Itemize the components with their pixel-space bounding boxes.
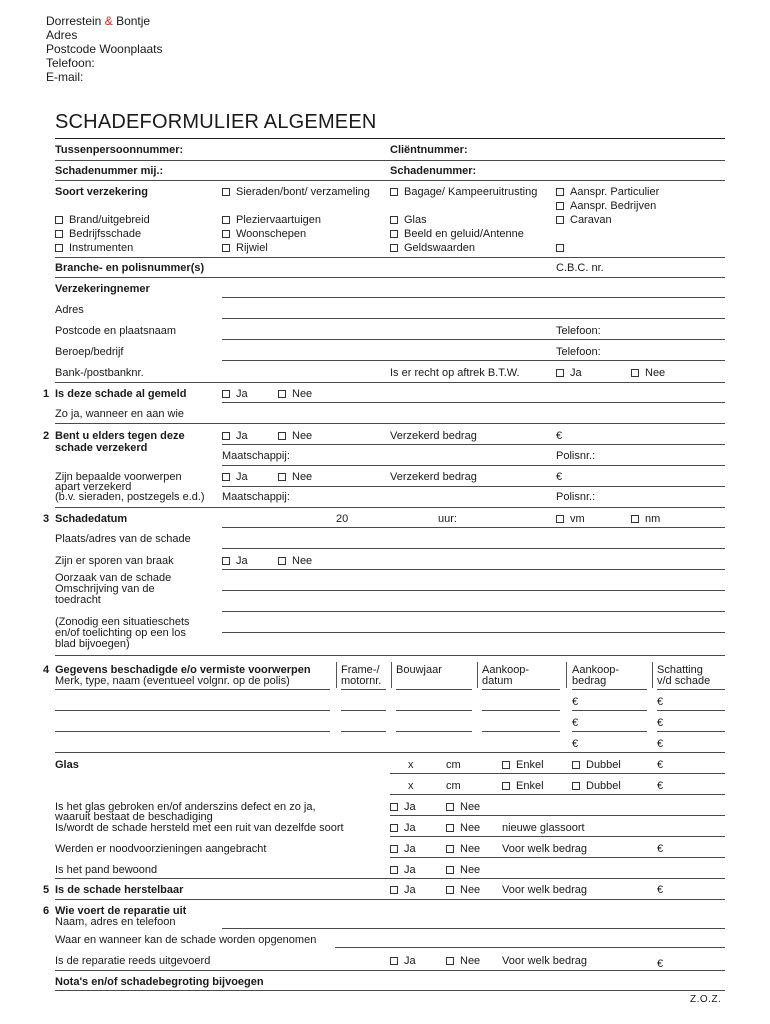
euro-sign: €: [657, 738, 664, 750]
checkbox-rijwiel[interactable]: Rijwiel: [222, 242, 268, 254]
rule: [396, 710, 472, 711]
column-divider: [566, 662, 567, 688]
rule: [390, 773, 725, 774]
label-braak: Zijn er sporen van braak: [55, 555, 174, 567]
rule: [55, 878, 725, 879]
label-btw: Is er recht op aftrek B.T.W.: [390, 367, 520, 379]
checkbox-q2-nee[interactable]: Nee: [278, 430, 312, 442]
checkbox-q6-ja[interactable]: Ja: [390, 955, 416, 967]
rule: [222, 611, 725, 612]
label-q4b: Merk, type, naam (eventueel volgnr. op de polis): [55, 675, 290, 687]
column-divider: [477, 662, 478, 688]
label-client: Cliëntnummer:: [390, 144, 468, 156]
label-schets-2: en/of toelichting op een los: [55, 627, 186, 639]
col-frame-1: Frame-/: [341, 664, 380, 676]
label-q3: Schadedatum: [55, 513, 128, 525]
checkbox-aanspr-bedrijven[interactable]: Aanspr. Bedrijven: [556, 200, 656, 212]
label-glas-q2: Is/wordt de schade hersteld met een ruit van dezelfde soort: [55, 822, 344, 834]
label-voor-welk-bedrag-3: Voor welk bedrag: [502, 955, 587, 967]
checkbox-glas[interactable]: Glas: [390, 214, 427, 226]
label-q2b-2: apart verzekerd: [55, 481, 132, 493]
checkbox-caravan[interactable]: Caravan: [556, 214, 612, 226]
rule: [55, 382, 725, 383]
label-telefoon-2: Telefoon:: [556, 346, 601, 358]
checkbox-glas4-nee[interactable]: Nee: [446, 864, 480, 876]
rule: [55, 970, 725, 971]
label-q2: Bent u elders tegen deze schade verzekerd: [55, 430, 185, 454]
col-aankoopdatum-2: datum: [482, 675, 513, 687]
col-aankoopbedrag-1: Aankoop-: [572, 664, 620, 676]
rule: [657, 731, 725, 732]
col-schatting-2: v/d schade: [657, 675, 711, 687]
label-x-2: x: [408, 780, 414, 792]
col-schatting-1: Schatting: [657, 664, 703, 676]
rule: [390, 857, 725, 858]
euro-sign: €: [657, 958, 664, 970]
label-polisnr: Polisnr.:: [556, 450, 596, 462]
label-branche: Branche- en polisnummer(s): [55, 262, 205, 274]
label-cm: cm: [446, 759, 461, 771]
col-aankoopdatum-1: Aankoop-: [482, 664, 530, 676]
euro-sign: €: [657, 696, 664, 708]
checkbox-beeld-geluid[interactable]: Beeld en geluid/Antenne: [390, 228, 524, 240]
rule: [572, 689, 647, 690]
col-frame-2: motornr.: [341, 675, 382, 687]
label-q6: Wie voert de reparatie uit: [55, 905, 187, 917]
rule: [482, 689, 560, 690]
checkbox-brand[interactable]: Brand/uitgebreid: [55, 214, 150, 226]
euro-sign: €: [572, 738, 579, 750]
rule: [222, 444, 725, 445]
label-q1: Is deze schade al gemeld: [55, 388, 187, 400]
section-number: 5: [43, 884, 50, 896]
section-number: 2: [43, 430, 50, 442]
rule: [657, 710, 725, 711]
euro-sign: €: [556, 430, 563, 442]
label-cbc: C.B.C. nr.: [556, 262, 604, 274]
checkbox-dubbel-2[interactable]: Dubbel: [572, 780, 621, 792]
checkbox-q2-ja[interactable]: Ja: [222, 430, 248, 442]
euro-sign: €: [572, 696, 579, 708]
checkbox-glas2-ja[interactable]: Ja: [390, 822, 416, 834]
rule: [390, 836, 725, 837]
section-number: 4: [43, 664, 50, 676]
column-divider: [652, 662, 653, 688]
rule: [222, 527, 725, 528]
rule: [222, 465, 725, 466]
rule: [55, 655, 725, 656]
rule: [222, 590, 725, 591]
rule: [482, 710, 560, 711]
rule: [341, 731, 386, 732]
label-polisnr-2: Polisnr.:: [556, 491, 596, 503]
label-q6b: Naam, adres en telefoon: [55, 916, 176, 928]
field-beroep[interactable]: [222, 360, 725, 361]
label-q5: Is de schade herstelbaar: [55, 884, 184, 896]
rule: [396, 689, 472, 690]
company-phone: Telefoon:: [46, 56, 95, 70]
rule: [482, 731, 560, 732]
checkbox-glas3-nee[interactable]: Nee: [446, 843, 480, 855]
label-nieuwe-glassoort: nieuwe glassoort: [502, 822, 585, 834]
label-beroep: Beroep/bedrijf: [55, 346, 124, 358]
label-cm-2: cm: [446, 780, 461, 792]
label-oorzaak-1: Oorzaak van de schade: [55, 572, 172, 584]
rule: [222, 928, 725, 929]
rule: [222, 632, 725, 633]
label-x: x: [408, 759, 414, 771]
col-bouwjaar: Bouwjaar: [396, 664, 442, 676]
label-oorzaak-3: toedracht: [55, 594, 101, 606]
label-uur: uur:: [438, 513, 457, 525]
label-verzekeringnemer: Verzekeringnemer: [55, 283, 150, 295]
label-voor-welk-bedrag: Voor welk bedrag: [502, 843, 587, 855]
column-divider: [336, 662, 337, 688]
column-divider: [391, 662, 392, 688]
field-adres[interactable]: [222, 318, 725, 319]
rule: [341, 689, 386, 690]
rule: [55, 731, 330, 732]
label-glas-q3: Werden er noodvoorzieningen aangebracht: [55, 843, 267, 855]
euro-sign: €: [572, 717, 579, 729]
label-adres: Adres: [55, 304, 84, 316]
checkbox-vm[interactable]: vm: [556, 513, 585, 525]
euro-sign: €: [657, 843, 664, 855]
label-soort: Soort verzekering: [55, 186, 148, 198]
section-number: 6: [43, 905, 50, 917]
checkbox-glas1-nee[interactable]: Nee: [446, 801, 480, 813]
checkbox-enkel[interactable]: Enkel: [502, 759, 544, 771]
checkbox-glas2-nee[interactable]: Nee: [446, 822, 480, 834]
rule: [222, 402, 725, 403]
label-q2b-3: (b.v. sieraden, postzegels e.d.): [55, 491, 205, 503]
label-20: 20: [336, 513, 349, 525]
checkbox-q1-nee[interactable]: Nee: [278, 388, 312, 400]
rule: [55, 277, 725, 278]
company-postcode: Postcode Woonplaats: [46, 42, 163, 56]
label-postcode: Postcode en plaatsnaam: [55, 325, 177, 337]
checkbox-q2b-nee[interactable]: Nee: [278, 471, 312, 483]
company-email: E-mail:: [46, 70, 84, 84]
checkbox-bagage[interactable]: Bagage/ Kampeeruitrusting: [390, 186, 537, 198]
euro-sign: €: [657, 759, 664, 771]
rule: [55, 257, 725, 258]
checkbox-braak-ja[interactable]: Ja: [222, 555, 248, 567]
label-glas-q1b: waaruit bestaat de beschadiging: [55, 811, 213, 823]
rule: [341, 710, 386, 711]
checkbox-enkel-2[interactable]: Enkel: [502, 780, 544, 792]
label-glas-q1a: Is het glas gebroken en/of anderszins defect en zo ja,: [55, 801, 316, 813]
label-glas: Glas: [55, 759, 79, 771]
rule: [55, 180, 725, 181]
checkbox-pleziervaartuigen[interactable]: Pleziervaartuigen: [222, 214, 321, 226]
rule: [572, 710, 647, 711]
label-schadenummer-mij: Schadenummer mij.:: [55, 165, 164, 177]
label-maatschappij: Maatschappij:: [222, 450, 290, 462]
checkbox-btw-ja[interactable]: Ja: [556, 367, 582, 379]
checkbox-geldswaarden[interactable]: Geldswaarden: [390, 242, 475, 254]
company-address: Adres: [46, 28, 78, 42]
checkbox-q5-ja[interactable]: Ja: [390, 884, 416, 896]
checkbox-q6-nee[interactable]: Nee: [446, 955, 480, 967]
rule: [55, 990, 725, 991]
title-rule: [55, 138, 725, 139]
checkbox-glas3-ja[interactable]: Ja: [390, 843, 416, 855]
label-plaats: Plaats/adres van de schade: [55, 533, 191, 545]
checkbox-woonschepen[interactable]: Woonschepen: [222, 228, 306, 240]
col-aankoopbedrag-2: bedrag: [572, 675, 607, 687]
euro-sign: €: [657, 884, 664, 896]
rule: [55, 160, 725, 161]
checkbox-other[interactable]: [556, 242, 570, 254]
rule: [396, 731, 472, 732]
label-oorzaak-2: Omschrijving van de: [55, 583, 155, 595]
checkbox-q5-nee[interactable]: Nee: [446, 884, 480, 896]
rule: [222, 569, 725, 570]
checkbox-instrumenten[interactable]: Instrumenten: [55, 242, 133, 254]
rule: [222, 548, 725, 549]
label-glas-q4: Is het pand bewoond: [55, 864, 158, 876]
label-verzekerd-bedrag-2: Verzekerd bedrag: [390, 471, 477, 483]
rule: [222, 486, 725, 487]
label-schets-3: blad bijvoegen): [55, 638, 130, 650]
label-tussenpersoon: Tussenpersoonnummer:: [55, 144, 184, 156]
label-voor-welk-bedrag-2: Voor welk bedrag: [502, 884, 587, 896]
field-postcode[interactable]: [222, 339, 725, 340]
label-telefoon: Telefoon:: [556, 325, 601, 337]
checkbox-btw-nee[interactable]: Nee: [631, 367, 665, 379]
rule: [55, 689, 330, 690]
checkbox-glas1-ja[interactable]: Ja: [390, 801, 416, 813]
checkbox-nm[interactable]: nm: [631, 513, 660, 525]
checkbox-aanspr-particulier[interactable]: Aanspr. Particulier: [556, 186, 659, 198]
label-q2b-1: Zijn bepaalde voorwerpen: [55, 471, 182, 483]
euro-sign: €: [556, 471, 563, 483]
rule: [55, 752, 725, 753]
euro-sign: €: [657, 780, 664, 792]
rule: [55, 423, 725, 424]
zoz-label: Z.O.Z.: [690, 994, 722, 1005]
label-q6d: Is de reparatie reeds uitgevoerd: [55, 955, 211, 967]
label-schadenummer: Schadenummer:: [390, 165, 477, 177]
label-bank: Bank-/postbanknr.: [55, 367, 144, 379]
rule: [390, 815, 725, 816]
rule: [572, 731, 647, 732]
rule: [335, 947, 725, 948]
checkbox-braak-nee[interactable]: Nee: [278, 555, 312, 567]
label-schets-1: (Zonodig een situatieschets: [55, 616, 190, 628]
checkbox-q1-ja[interactable]: Ja: [222, 388, 248, 400]
rule: [55, 710, 330, 711]
checkbox-q2b-ja[interactable]: Ja: [222, 471, 248, 483]
rule: [55, 507, 725, 508]
company-name: Dorrestein & Bontje: [46, 14, 151, 28]
checkbox-dubbel[interactable]: Dubbel: [572, 759, 621, 771]
field-verzekeringnemer[interactable]: [222, 297, 725, 298]
checkbox-bedrijfsschade[interactable]: Bedrijfsschade: [55, 228, 141, 240]
label-q4: Gegevens beschadigde e/o vermiste voorwerpen: [55, 664, 311, 676]
rule: [55, 899, 725, 900]
label-nota: Nota's en/of schadebegroting bijvoegen: [55, 976, 264, 988]
euro-sign: €: [657, 717, 664, 729]
label-q1b: Zo ja, wanneer en aan wie: [55, 408, 185, 420]
section-number: 1: [43, 388, 50, 400]
section-number: 3: [43, 513, 50, 525]
rule: [657, 689, 725, 690]
label-maatschappij-2: Maatschappij:: [222, 491, 290, 503]
checkbox-glas4-ja[interactable]: Ja: [390, 864, 416, 876]
form-title: SCHADEFORMULIER ALGEMEEN: [55, 111, 377, 133]
rule: [390, 794, 725, 795]
checkbox-sieraden[interactable]: Sieraden/bont/ verzameling: [222, 186, 370, 198]
label-q6c: Waar en wanneer kan de schade worden opgenomen: [55, 934, 317, 946]
label-verzekerd-bedrag: Verzekerd bedrag: [390, 430, 477, 442]
